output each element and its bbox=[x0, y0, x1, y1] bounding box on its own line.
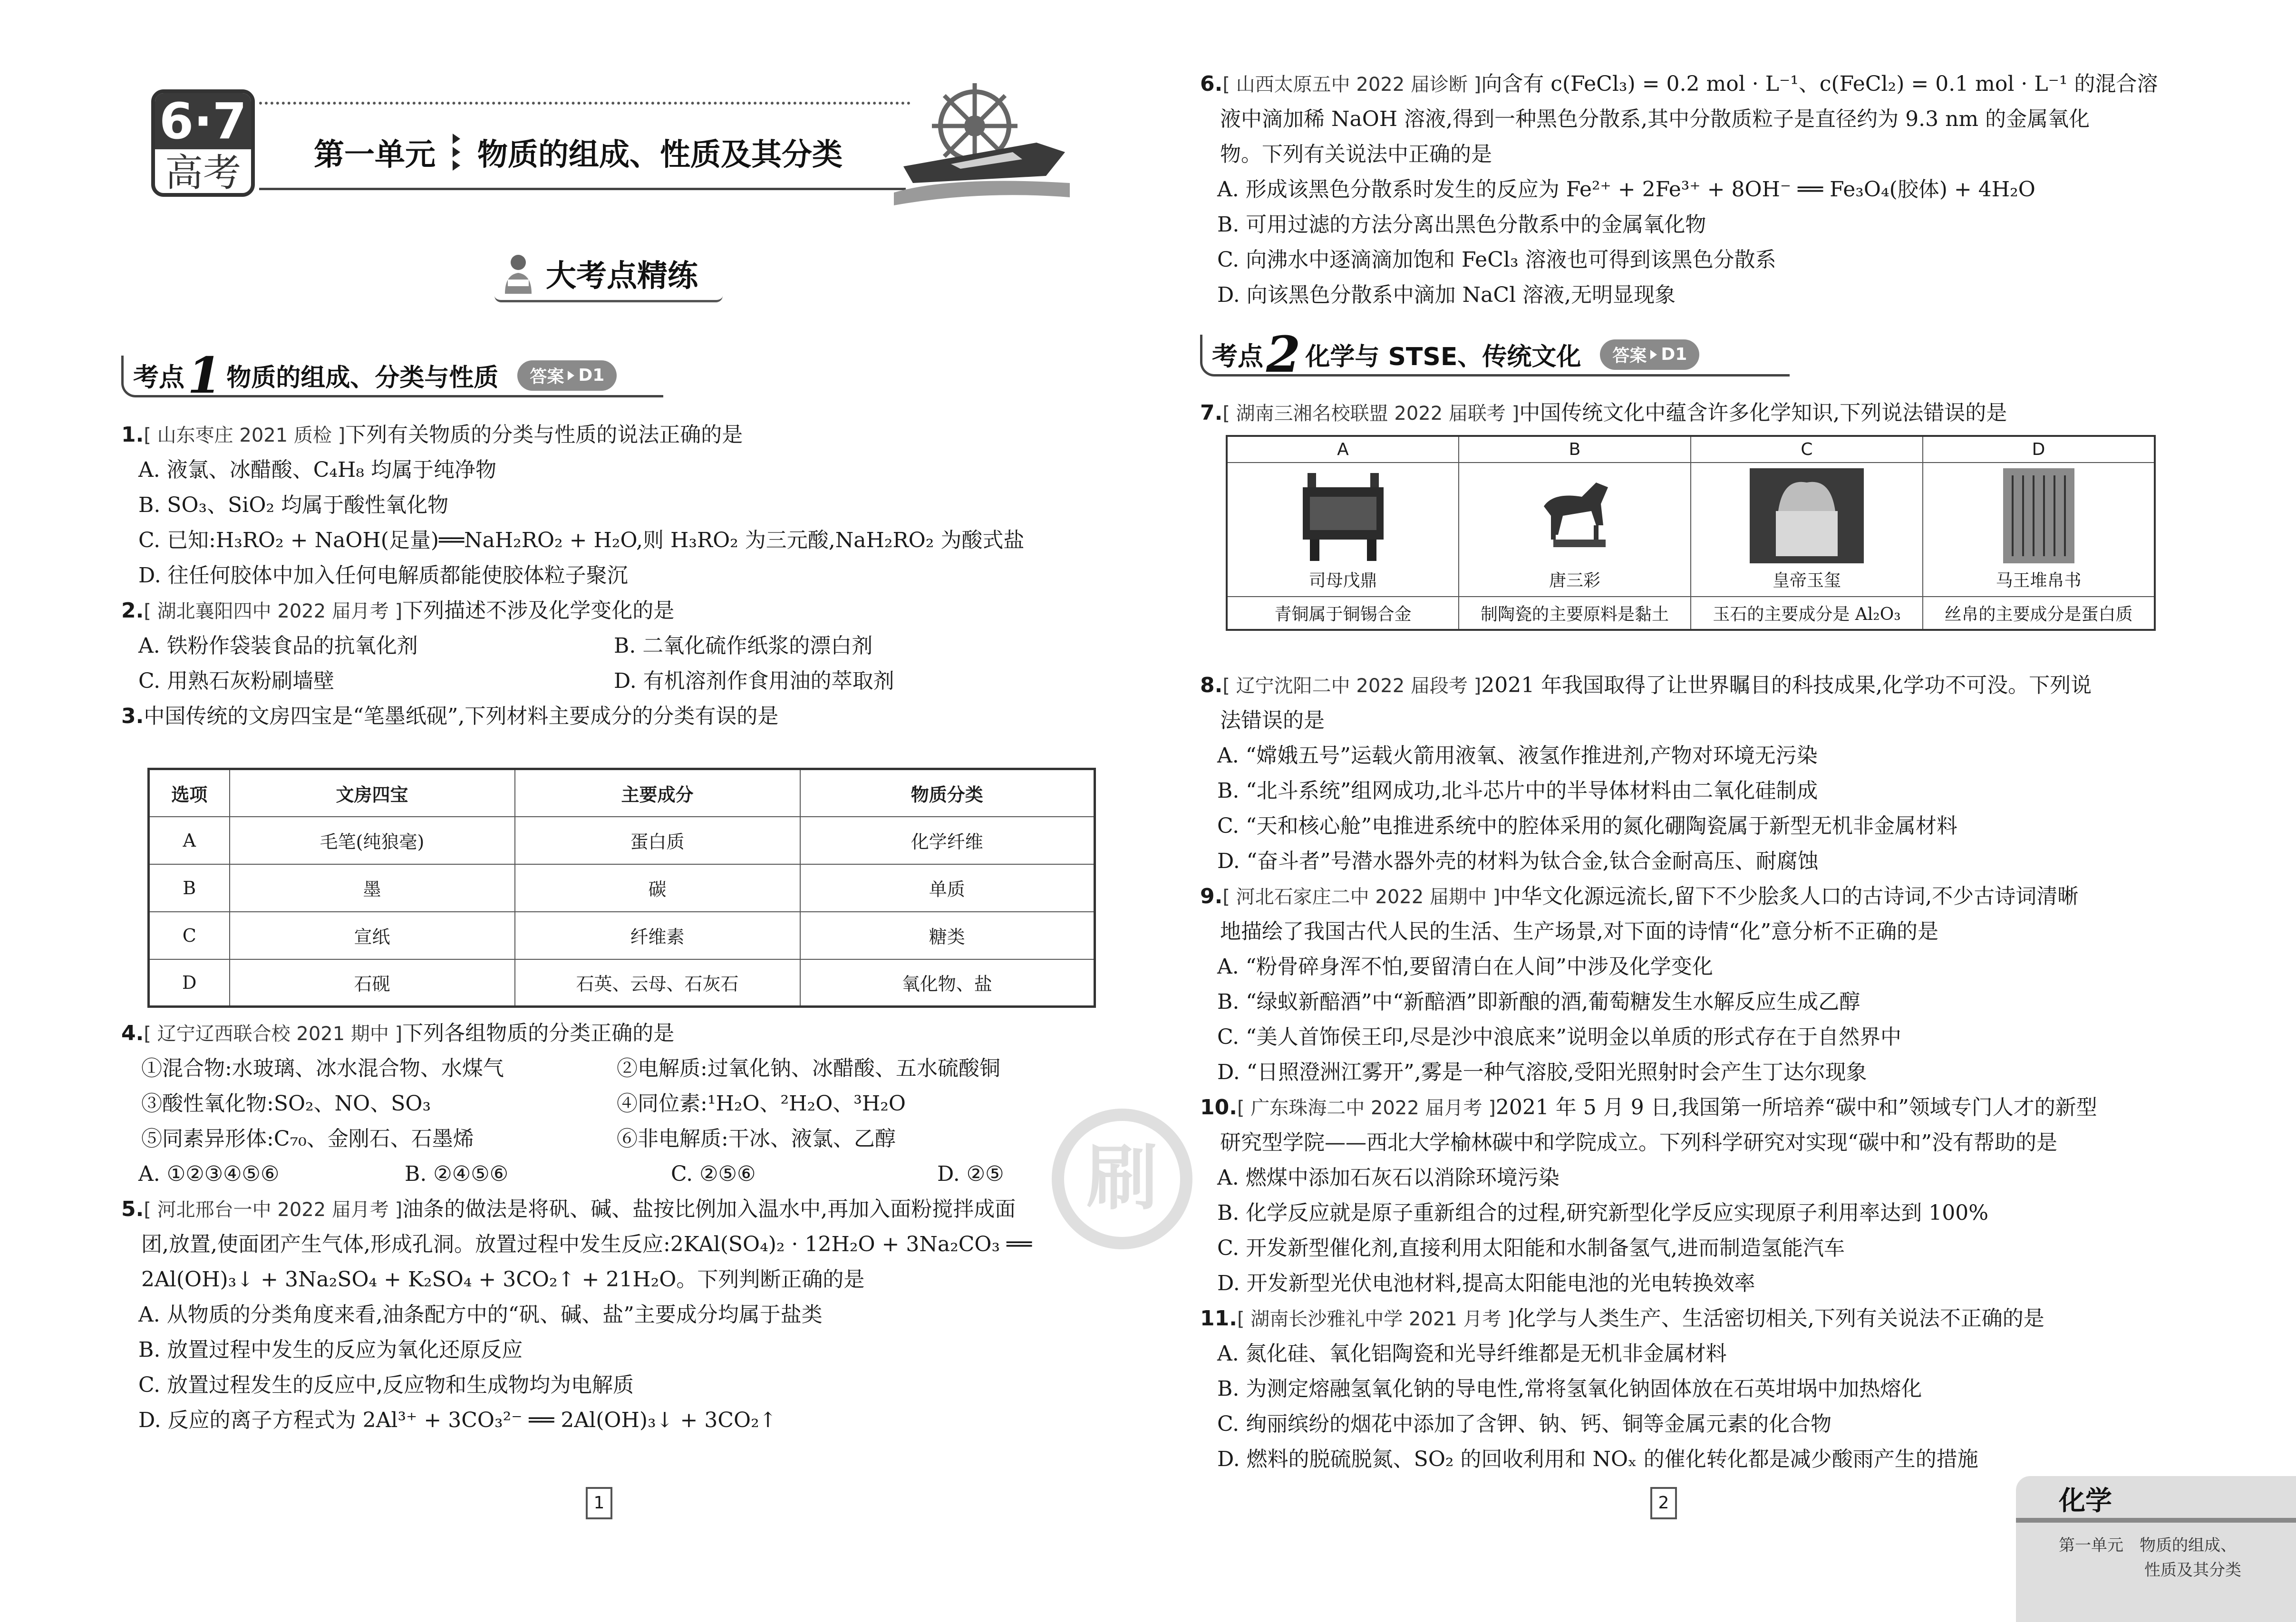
table-header: A bbox=[1227, 436, 1459, 463]
question-1-stem: 1.[ 山东枣庄 2021 质检 ]下列有关物质的分类与性质的说法正确的是 bbox=[121, 423, 743, 447]
answer-ref: D1 bbox=[578, 366, 605, 385]
q10-option-c: C. 开发新型催化剂,直接利用太阳能和水制备氢气,进而制造氢能汽车 bbox=[1217, 1236, 1845, 1260]
table-row bbox=[149, 959, 1095, 1007]
badge-bottom-text: 高考 bbox=[165, 151, 241, 195]
table-row bbox=[1227, 597, 2155, 630]
q6-option-a: A. 形成该黑色分散系时发生的反应为 Fe²⁺ + 2Fe³⁺ + 8OH⁻ ══ Fe₃O₄(胶体) + 4H₂O bbox=[1217, 177, 2035, 202]
q2-options-row-2 bbox=[121, 664, 1089, 699]
questions-8-11 bbox=[1200, 668, 2097, 1477]
table-header: 物质分类 bbox=[800, 769, 1095, 817]
table-cell: 毛笔(纯狼毫) bbox=[230, 817, 515, 864]
title-underline bbox=[259, 188, 906, 190]
q1-option-d: D. 往任何胶体中加入任何电解质都能使胶体粒子聚沉 bbox=[138, 563, 628, 588]
watermark-char: 刷 bbox=[1086, 1137, 1158, 1220]
table-header: 选项 bbox=[149, 769, 230, 817]
q7-image-table bbox=[1226, 435, 2156, 631]
side-tab-unit-line-1: 第一单元 物质的组成、 bbox=[2059, 1536, 2237, 1555]
q9-option-c: C. “美人首饰侯王印,尽是沙中浪底来”说明金以单质的形式存在于自然界中 bbox=[1217, 1025, 1902, 1049]
q4-option-d: D. ②⑤ bbox=[937, 1162, 1004, 1186]
q4-item-1: ①混合物:水玻璃、冰水混合物、水煤气 bbox=[141, 1056, 504, 1081]
q4-item-2: ②电解质:过氧化钠、冰醋酸、五水硫酸铜 bbox=[617, 1056, 1000, 1081]
q3-table bbox=[147, 768, 1096, 1008]
bronze-ding-image bbox=[1293, 468, 1393, 563]
jade-seal-image bbox=[1750, 468, 1864, 563]
kaodian-title: 化学与 STSE、传统文化 bbox=[1305, 343, 1581, 371]
q5-option-d: D. 反应的离子方程式为 2Al³⁺ + 3CO₃²⁻ ══ 2Al(OH)₃↓ + 3CO₂↑ bbox=[138, 1408, 777, 1432]
q10-option-a: A. 燃煤中添加石灰石以消除环境污染 bbox=[1217, 1166, 1560, 1190]
question-3-stem: 3.中国传统的文房四宝是“笔墨纸砚”,下列材料主要成分的分类有误的是 bbox=[121, 704, 779, 728]
answer-link[interactable] bbox=[1600, 339, 1699, 370]
section-title-text: 大考点精练 bbox=[546, 259, 698, 294]
side-tab-unit-line-2: 性质及其分类 bbox=[2144, 1561, 2241, 1580]
table-cell: 糖类 bbox=[800, 912, 1095, 959]
q2-options-row-1 bbox=[121, 628, 1089, 664]
table-cell: 石砚 bbox=[230, 959, 515, 1007]
q8-option-a: A. “嫦娥五号”运载火箭用液氧、液氢作推进剂,产物对环境无污染 bbox=[1217, 743, 1818, 768]
q8-option-c: C. “天和核心舱”电推进系统中的腔体采用的氮化硼陶瓷属于新型无机非金属材料 bbox=[1217, 814, 1958, 838]
question-7-stem: 7.[ 湖南三湘名校联盟 2022 届联考 ]中国传统文化中蕴含许多化学知识,下列说法错误的是 bbox=[1200, 401, 2007, 425]
kaodian-label: 考点 bbox=[133, 362, 184, 392]
q6-option-d: D. 向该黑色分散系中滴加 NaCl 溶液,无明显现象 bbox=[1217, 283, 1676, 307]
question-2-stem: 2.[ 湖北襄阳四中 2022 届月考 ]下列描述不涉及化学变化的是 bbox=[121, 599, 675, 623]
image-caption: 皇帝玉玺 bbox=[1772, 570, 1841, 590]
q6-option-b: B. 可用过滤的方法分离出黑色分散系中的金属氧化物 bbox=[1217, 212, 1706, 237]
q6-option-c: C. 向沸水中逐滴滴加饱和 FeCl₃ 溶液也可得到该黑色分散系 bbox=[1217, 248, 1776, 272]
table-cell: 墨 bbox=[230, 864, 515, 912]
question-4-stem: 4.[ 辽宁辽西联合校 2021 期中 ]下列各组物质的分类正确的是 bbox=[121, 1021, 675, 1045]
table-cell bbox=[1459, 463, 1691, 597]
table-cell: 制陶瓷的主要原料是黏土 bbox=[1459, 597, 1691, 630]
questions-1-3 bbox=[121, 417, 1089, 734]
q5-option-a: A. 从物质的分类角度来看,油条配方中的“矾、碱、盐”主要成分均属于盐类 bbox=[138, 1303, 823, 1327]
header-dotted-line bbox=[259, 102, 911, 105]
q11-option-a: A. 氮化硅、氧化铝陶瓷和光导纤维都是无机非金属材料 bbox=[1217, 1342, 1727, 1366]
q6-stem-line-2: 液中滴加稀 NaOH 溶液,得到一种黑色分散系,其中分散质粒子是直径约为 9.3 nm 的金属氧化 bbox=[1220, 107, 2090, 131]
q5-option-b: B. 放置过程中发生的反应为氧化还原反应 bbox=[138, 1338, 523, 1362]
table-cell bbox=[1691, 463, 1923, 597]
table-row bbox=[149, 912, 1095, 959]
q2-option-b: B. 二氧化硫作纸浆的漂白剂 bbox=[614, 634, 873, 658]
arrow-right-icon bbox=[1650, 350, 1657, 359]
table-cell: B bbox=[149, 864, 230, 912]
q1-option-b: B. SO₃、SiO₂ 均属于酸性氧化物 bbox=[138, 493, 449, 517]
q11-option-d: D. 燃料的脱硫脱氮、SO₂ 的回收利用和 NOₓ 的催化转化都是减少酸雨产生的措施 bbox=[1217, 1447, 1978, 1471]
table-cell: 石英、云母、石灰石 bbox=[515, 959, 800, 1007]
section-title bbox=[499, 245, 698, 302]
kaodian-title: 物质的组成、分类与性质 bbox=[226, 364, 499, 392]
page-number-right: 2 bbox=[1650, 1487, 1677, 1519]
question-9-stem: 9.[ 河北石家庄二中 2022 届期中 ]中华文化源远流长,留下不少脍炙人口的古诗词,不少古诗词清晰 bbox=[1200, 884, 2079, 908]
image-caption: 唐三彩 bbox=[1549, 570, 1600, 590]
table-row bbox=[149, 864, 1095, 912]
q10-option-b: B. 化学反应就是原子重新组合的过程,研究新型化学反应实现原子利用率达到 100% bbox=[1217, 1201, 1989, 1225]
q11-option-b: B. 为测定熔融氢氧化钠的导电性,常将氢氧化钠固体放在石英坩埚中加热熔化 bbox=[1217, 1377, 1922, 1401]
table-header: C bbox=[1691, 436, 1923, 463]
kaodian-number: 2 bbox=[1266, 325, 1301, 384]
q1-option-c: C. 已知:H₃RO₂ + NaOH(足量)══NaH₂RO₂ + H₂O,则 H₃RO₂ 为三元酸,NaH₂RO₂ 为酸式盐 bbox=[138, 528, 1025, 552]
question-10-stem: 10.[ 广东珠海二中 2022 届月考 ]2021 年 5 月 9 日,我国第一所培养“碳中和”领域专门人才的新型 bbox=[1200, 1095, 2097, 1120]
question-8-stem: 8.[ 辽宁沈阳二中 2022 届段考 ]2021 年我国取得了让世界瞩目的科技成果,化学功不可没。下列说 bbox=[1200, 673, 2092, 697]
table-header: D bbox=[1923, 436, 2155, 463]
table-cell: 纤维素 bbox=[515, 912, 800, 959]
q2-option-a: A. 铁粉作袋装食品的抗氧化剂 bbox=[138, 634, 418, 658]
image-caption: 马王堆帛书 bbox=[1996, 570, 2082, 590]
subject-side-tab bbox=[2016, 1476, 2296, 1622]
kaodian-number: 1 bbox=[187, 346, 222, 405]
table-cell: 蛋白质 bbox=[515, 817, 800, 864]
q5-stem-line-3: 2Al(OH)₃↓ + 3Na₂SO₄ + K₂SO₄ + 3CO₂↑ + 21H₂O。下列判断正确的是 bbox=[141, 1267, 865, 1292]
question-7 bbox=[1200, 396, 2007, 431]
table-cell: 化学纤维 bbox=[800, 817, 1095, 864]
table-cell: 青铜属于铜锡合金 bbox=[1227, 597, 1459, 630]
badge-top-text: 6·7 bbox=[155, 93, 251, 149]
question-6 bbox=[1200, 67, 2158, 313]
arrow-right-icon bbox=[568, 371, 574, 380]
unit-title bbox=[314, 126, 843, 178]
q2-option-d: D. 有机溶剂作食用油的萃取剂 bbox=[614, 669, 894, 693]
unit-name: 物质的组成、性质及其分类 bbox=[477, 137, 843, 173]
q9-option-a: A. “粉骨碎身浑不怕,要留清白在人间”中涉及化学变化 bbox=[1217, 955, 1713, 979]
table-header: B bbox=[1459, 436, 1691, 463]
answer-label: 答案 bbox=[1612, 346, 1647, 366]
section-underline bbox=[494, 296, 723, 302]
side-tab-bar bbox=[2016, 1518, 2296, 1523]
q5-option-c: C. 放置过程发生的反应中,反应物和生成物均为电解质 bbox=[138, 1373, 634, 1397]
answer-label: 答案 bbox=[530, 367, 564, 386]
q4-item-5: ⑤同素异形体:C₇₀、金刚石、石墨烯 bbox=[141, 1127, 474, 1151]
table-row bbox=[1227, 463, 2155, 597]
q5-stem-line-2: 团,放置,使面团产生气体,形成孔洞。放置过程中发生反应:2KAl(SO₄)₂ · 12H₂O + 3Na₂CO₃ ══ bbox=[141, 1232, 1032, 1256]
speedboat-wheel-icon bbox=[894, 81, 1070, 209]
q9-stem-line-2: 地描绘了我国古代人民的生活、生产场景,对下面的诗情“化”意分析不正确的是 bbox=[1220, 919, 1938, 944]
q10-option-d: D. 开发新型光伏电池材料,提高太阳能电池的光电转换效率 bbox=[1217, 1271, 1755, 1295]
q9-option-d: D. “日照澄洲江雾开”,雾是一种气溶胶,受阳光照射时会产生丁达尔现象 bbox=[1217, 1060, 1867, 1084]
right-page bbox=[1148, 0, 2296, 1622]
q4-item-3: ③酸性氧化物:SO₂、NO、SO₃ bbox=[141, 1091, 431, 1116]
table-cell: 玉石的主要成分是 Al₂O₃ bbox=[1691, 597, 1923, 630]
table-header-row bbox=[1227, 436, 2155, 463]
question-5-stem: 5.[ 河北邢台一中 2022 届月考 ]油条的做法是将矾、碱、盐按比例加入温水中,再加入面粉搅拌成面 bbox=[121, 1197, 1016, 1221]
table-cell: A bbox=[149, 817, 230, 864]
q8-option-b: B. “北斗系统”组网成功,北斗芯片中的半导体材料由二氧化硅制成 bbox=[1217, 779, 1818, 803]
question-11-stem: 11.[ 湖南长沙雅礼中学 2021 月考 ]化学与人类生产、生活密切相关,下列有关说法不正确的是 bbox=[1200, 1306, 2044, 1331]
table-cell: D bbox=[149, 959, 230, 1007]
table-header-row bbox=[149, 769, 1095, 817]
table-cell: C bbox=[149, 912, 230, 959]
page-number-left: 1 bbox=[586, 1487, 612, 1519]
q4-option-c: C. ②⑤⑥ bbox=[671, 1162, 756, 1186]
q4-item-6: ⑥非电解质:干冰、液氯、乙醇 bbox=[617, 1127, 896, 1151]
tang-sancai-horse-image bbox=[1525, 468, 1625, 563]
table-cell: 氧化物、盐 bbox=[800, 959, 1095, 1007]
q8-stem-line-2: 法错误的是 bbox=[1220, 708, 1325, 733]
q11-option-c: C. 绚丽缤纷的烟花中添加了含钾、钠、钙、铜等金属元素的化合物 bbox=[1217, 1412, 1832, 1436]
table-cell bbox=[1227, 463, 1459, 597]
student-icon bbox=[499, 252, 537, 295]
unit-separator-icon bbox=[453, 134, 460, 171]
q9-option-b: B. “绿蚁新醅酒”中“新醅酒”即新酿的酒,葡萄糖发生水解反应生成乙醇 bbox=[1217, 990, 1860, 1014]
kaodian-label: 考点 bbox=[1212, 341, 1263, 371]
silk-manuscript-image bbox=[2003, 468, 2074, 563]
q6-stem-line-3: 物。下列有关说法中正确的是 bbox=[1220, 142, 1492, 166]
kaodian-2-bar bbox=[1200, 325, 1790, 384]
table-row bbox=[149, 817, 1095, 864]
q4-items-row-1 bbox=[121, 1051, 1203, 1086]
table-cell: 丝帛的主要成分是蛋白质 bbox=[1923, 597, 2155, 630]
question-6-stem: 6.[ 山西太原五中 2022 届诊断 ]向含有 c(FeCl₃) = 0.2 mol · L⁻¹、c(FeCl₂) = 0.1 mol · L⁻¹ 的混合溶 bbox=[1200, 72, 2158, 96]
q8-option-d: D. “奋斗者”号潜水器外壳的材料为钛合金,钛合金耐高压、耐腐蚀 bbox=[1217, 849, 1819, 873]
kaodian-1-bar bbox=[121, 346, 663, 405]
q10-stem-line-2: 研究型学院——西北大学榆林碳中和学院成立。下列科学研究对实现“碳中和”没有帮助的是 bbox=[1220, 1130, 2057, 1155]
table-cell bbox=[1923, 463, 2155, 597]
q4-item-4: ④同位素:¹H₂O、²H₂O、³H₂O bbox=[617, 1091, 906, 1116]
table-header: 文房四宝 bbox=[230, 769, 515, 817]
table-cell: 宣纸 bbox=[230, 912, 515, 959]
q4-option-b: B. ②④⑤⑥ bbox=[405, 1162, 509, 1186]
answer-link[interactable] bbox=[517, 360, 617, 391]
q2-option-c: C. 用熟石灰粉刷墙壁 bbox=[138, 669, 335, 693]
q4-option-a: A. ①②③④⑤⑥ bbox=[138, 1162, 280, 1186]
table-cell: 碳 bbox=[515, 864, 800, 912]
table-cell: 单质 bbox=[800, 864, 1095, 912]
table-header: 主要成分 bbox=[515, 769, 800, 817]
unit-number: 第一单元 bbox=[314, 137, 436, 173]
q1-option-a: A. 液氯、冰醋酸、C₄H₈ 均属于纯净物 bbox=[138, 458, 497, 482]
answer-ref: D1 bbox=[1661, 345, 1687, 364]
image-caption: 司母戊鼎 bbox=[1308, 570, 1377, 590]
subject-label: 化学 bbox=[2059, 1486, 2112, 1516]
exam-badge bbox=[151, 89, 255, 197]
